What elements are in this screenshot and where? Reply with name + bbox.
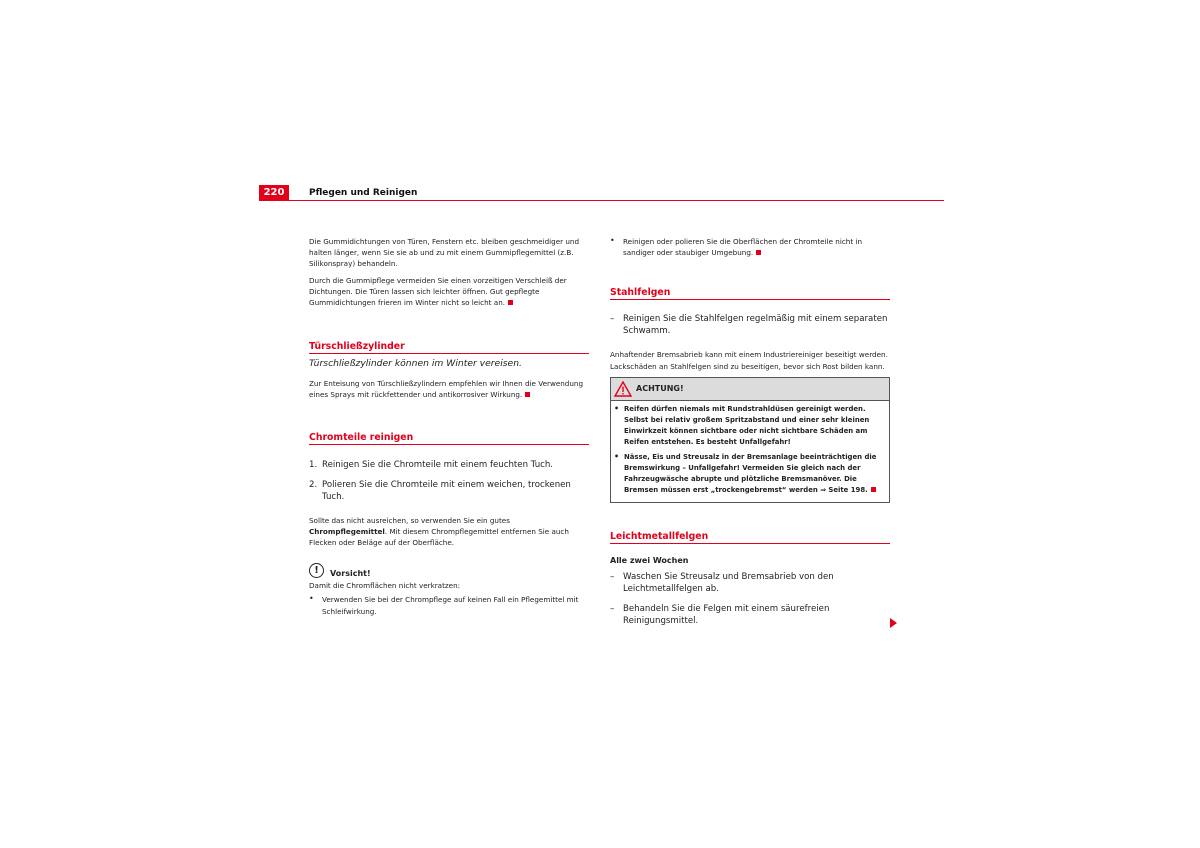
- section-subtitle: Türschließzylinder können im Winter vereisen.: [309, 358, 522, 370]
- header-rule: [259, 200, 944, 201]
- dash-step: – Waschen Sie Streusalz und Bremsabrieb von den Leichtmetallfelgen ab.: [610, 572, 834, 595]
- step-number: 2.: [309, 479, 318, 490]
- step-item: [309, 479, 589, 503]
- right-column: [610, 236, 890, 627]
- intro-paragraph-1: Die Gummidichtungen von Türen, Fenstern etc. bleiben geschmeidiger und halten länger, wenn Sie sie ab und zu mit einem Gummipflegemittel (z.B. Silikonspray) behandeln.: [309, 237, 580, 269]
- warning-label: ACHTUNG!: [636, 384, 684, 394]
- exclamation-circle-icon: !: [309, 563, 324, 578]
- end-marker-icon: [871, 487, 876, 492]
- section-heading-leichtmetallfelgen: Leichtmetallfelgen: [610, 531, 890, 544]
- caution-bullet: • Verwenden Sie bei der Chrompflege auf keinen Fall ein Pflegemittel mit Schleifwirkung.: [309, 594, 579, 616]
- bullet-icon: •: [614, 403, 620, 413]
- step-text: Polieren Sie die Chromteile mit einem weichen, trockenen Tuch.: [322, 479, 571, 502]
- section-heading-tuerschliesszylinder: Türschließzylinder: [309, 341, 589, 354]
- end-marker-icon: [508, 300, 513, 305]
- warning-triangle-icon: [614, 381, 632, 397]
- caution-heading: [309, 563, 589, 578]
- caution-label: Vorsicht!: [330, 569, 371, 579]
- dash-symbol: –: [610, 604, 615, 615]
- dash-step: – Behandeln Sie die Felgen mit einem säurefreien Reinigungsmittel.: [610, 604, 830, 627]
- bullet-icon: •: [610, 236, 615, 245]
- dash-symbol: –: [610, 572, 615, 583]
- step-item: [309, 459, 589, 471]
- warning-bullet: • Nässe, Eis und Streusalz in der Bremsanlage beeinträchtigen die Bremswirkung – Unfallgefahr! Vermeiden Sie gleich nach der Fahrzeugwäsche abrupte und plötzliche Bremsmanöver. Die Bremsen müssen erst „trockengebremst“ werden ⇒ Seite 198.: [614, 452, 886, 497]
- section-heading-chromteile: Chromteile reinigen: [309, 432, 589, 445]
- chapter-title: Pflegen und Reinigen: [309, 188, 418, 198]
- bullet-icon: •: [309, 594, 314, 604]
- chrome-bullet: • Reinigen oder polieren Sie die Oberflächen der Chromteile nicht in sandiger oder staubiger Umgebung.: [610, 236, 863, 258]
- end-marker-icon: [525, 392, 530, 397]
- intro-paragraph-2: Durch die Gummipflege vermeiden Sie einen vorzeitigen Verschleiß der Dichtungen. Die Türen lassen sich leichter öffnen. Gut gepflegte Gummidichtungen frieren im Winter nicht so leicht an.: [309, 275, 567, 308]
- section-heading-stahlfelgen: Stahlfelgen: [610, 287, 890, 300]
- chrome-note: Sollte das nicht ausreichen, so verwenden Sie ein gutes Chrompflegemittel. Mit diesem Chrompflegemittel entfernen Sie auch Flecken oder Beläge auf der Oberfläche.: [309, 515, 569, 548]
- warning-bullet: • Reifen dürfen niemals mit Rundstrahldüsen gereinigt werden. Selbst bei relativ großem Spritzabstand und einer sehr kleinen Einwirkzeit können sichtbare oder nicht sichtbare Schäden am Reifen entstehen. Es besteht Unfallgefahr!: [614, 404, 886, 449]
- bullet-icon: •: [614, 451, 620, 461]
- warning-header: [611, 378, 889, 401]
- end-marker-icon: [756, 250, 761, 255]
- caution-intro: Damit die Chromflächen nicht verkratzen:: [309, 581, 461, 591]
- page-number: 220: [259, 185, 289, 201]
- step-text: Reinigen Sie die Chromteile mit einem feuchten Tuch.: [322, 459, 554, 470]
- warning-box: [610, 377, 890, 504]
- dash-symbol: –: [610, 314, 615, 325]
- left-column: [309, 236, 589, 617]
- subheading-interval: Alle zwei Wochen: [610, 556, 689, 566]
- step-number: 1.: [309, 459, 318, 470]
- stahlfelgen-text: Anhaftender Bremsabrieb kann mit einem Industriereiniger beseitigt werden. Lackschäden an Stahlfelgen sind zu beseitigen, bevor sich Rost bilden kann.: [610, 350, 888, 371]
- dash-step: – Reinigen Sie die Stahlfelgen regelmäßig mit einem separaten Schwamm.: [610, 314, 888, 337]
- next-page-arrow-icon: [890, 618, 897, 628]
- warning-body: [611, 401, 889, 503]
- tuerschliesszylinder-text: Zur Enteisung von Türschließzylindern empfehlen wir Ihnen die Verwendung eines Sprays mit rückfettender und antikorrosiver Wirkung.: [309, 379, 584, 400]
